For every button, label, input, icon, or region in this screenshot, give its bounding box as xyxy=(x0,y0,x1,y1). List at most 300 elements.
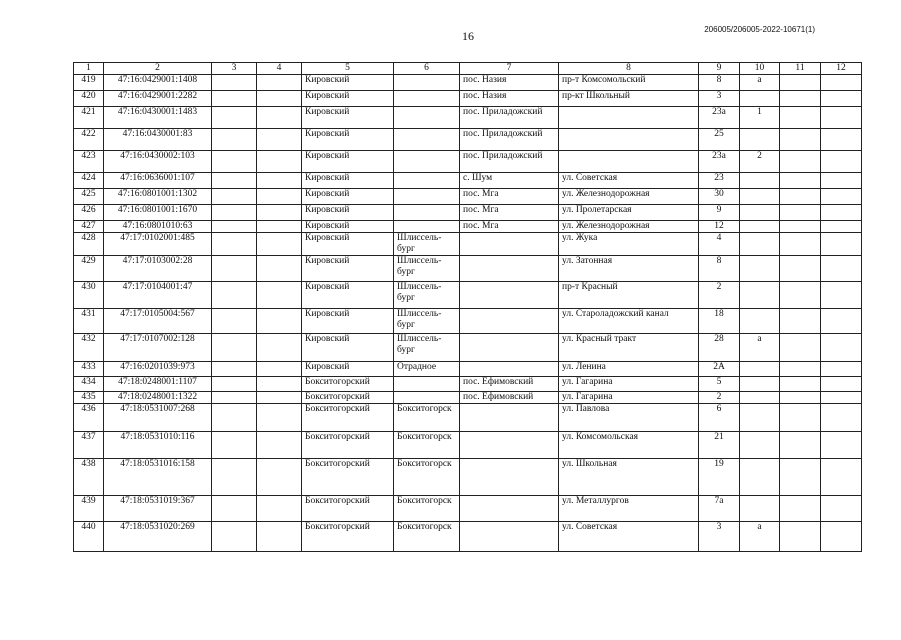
col-11-cell xyxy=(780,309,821,334)
table-row xyxy=(74,377,862,392)
row-number-cell: 432 xyxy=(74,334,104,362)
table-row xyxy=(74,173,862,189)
street-cell: ул. Жука xyxy=(559,233,699,256)
cadastral-number-cell: 47:16:0201039:973 xyxy=(104,362,212,377)
col-4-cell xyxy=(257,404,302,432)
building-cell xyxy=(740,459,780,496)
col-header: 11 xyxy=(780,63,821,75)
col-4-cell xyxy=(257,151,302,173)
district-cell: Кировский xyxy=(302,189,394,205)
col-4-cell xyxy=(257,362,302,377)
col-3-cell xyxy=(212,151,257,173)
col-11-cell xyxy=(780,377,821,392)
settlement-cell xyxy=(460,362,559,377)
street-cell xyxy=(559,151,699,173)
row-number-cell: 438 xyxy=(74,459,104,496)
cadastral-number-cell: 47:16:0801010:63 xyxy=(104,221,212,233)
col-4-cell xyxy=(257,75,302,91)
settlement-cell xyxy=(460,256,559,282)
district-cell: Кировский xyxy=(302,282,394,309)
col-4-cell xyxy=(257,496,302,522)
city-cell: Бокситогорск xyxy=(394,432,460,459)
district-cell: Бокситогорский xyxy=(302,432,394,459)
col-12-cell xyxy=(821,522,862,552)
col-12-cell xyxy=(821,309,862,334)
col-12-cell xyxy=(821,75,862,91)
col-3-cell xyxy=(212,129,257,151)
district-cell: Кировский xyxy=(302,362,394,377)
cadastral-number-cell: 47:17:0104001:47 xyxy=(104,282,212,309)
col-header: 2 xyxy=(104,63,212,75)
building-cell xyxy=(740,377,780,392)
house-number-cell: 2 xyxy=(699,282,740,309)
table-row xyxy=(74,233,862,256)
col-3-cell xyxy=(212,309,257,334)
col-11-cell xyxy=(780,91,821,107)
cadastral-number-cell: 47:16:0801001:1670 xyxy=(104,205,212,221)
building-cell xyxy=(740,129,780,151)
city-cell xyxy=(394,205,460,221)
col-3-cell xyxy=(212,496,257,522)
district-cell: Бокситогорский xyxy=(302,404,394,432)
street-cell: ул. Советская xyxy=(559,522,699,552)
cadastral-number-cell: 47:18:0531019:367 xyxy=(104,496,212,522)
col-3-cell xyxy=(212,432,257,459)
col-4-cell xyxy=(257,334,302,362)
col-4-cell xyxy=(257,459,302,496)
col-11-cell xyxy=(780,496,821,522)
col-3-cell xyxy=(212,334,257,362)
cadastral-number-cell: 47:16:0430002:103 xyxy=(104,151,212,173)
settlement-cell: пос. Приладожский xyxy=(460,151,559,173)
settlement-cell: пос. Мга xyxy=(460,189,559,205)
col-11-cell xyxy=(780,205,821,221)
col-3-cell xyxy=(212,404,257,432)
district-cell: Кировский xyxy=(302,309,394,334)
table-body xyxy=(74,75,862,552)
col-12-cell xyxy=(821,151,862,173)
building-cell xyxy=(740,173,780,189)
house-number-cell: 2 xyxy=(699,392,740,404)
col-12-cell xyxy=(821,189,862,205)
col-11-cell xyxy=(780,129,821,151)
row-number-cell: 426 xyxy=(74,205,104,221)
house-number-cell: 23 xyxy=(699,173,740,189)
row-number-cell: 431 xyxy=(74,309,104,334)
house-number-cell: 9 xyxy=(699,205,740,221)
table-row xyxy=(74,392,862,404)
settlement-cell: пос. Мга xyxy=(460,221,559,233)
col-header: 4 xyxy=(257,63,302,75)
col-11-cell xyxy=(780,221,821,233)
cadastral-number-cell: 47:17:0103002:28 xyxy=(104,256,212,282)
row-number-cell: 425 xyxy=(74,189,104,205)
table-row xyxy=(74,522,862,552)
col-12-cell xyxy=(821,282,862,309)
settlement-cell xyxy=(460,309,559,334)
row-number-cell: 420 xyxy=(74,91,104,107)
settlement-cell: пос. Мга xyxy=(460,205,559,221)
col-4-cell xyxy=(257,205,302,221)
row-number-cell: 433 xyxy=(74,362,104,377)
table-row xyxy=(74,334,862,362)
building-cell xyxy=(740,189,780,205)
house-number-cell: 5 xyxy=(699,377,740,392)
building-cell xyxy=(740,362,780,377)
house-number-cell: 7а xyxy=(699,496,740,522)
col-3-cell xyxy=(212,189,257,205)
col-3-cell xyxy=(212,392,257,404)
district-cell: Кировский xyxy=(302,151,394,173)
city-cell xyxy=(394,377,460,392)
table-row xyxy=(74,404,862,432)
col-4-cell xyxy=(257,107,302,129)
district-cell: Кировский xyxy=(302,107,394,129)
page-number: 16 xyxy=(462,29,474,43)
col-12-cell xyxy=(821,392,862,404)
house-number-cell: 12 xyxy=(699,221,740,233)
col-12-cell xyxy=(821,221,862,233)
district-cell: Кировский xyxy=(302,91,394,107)
settlement-cell xyxy=(460,522,559,552)
col-11-cell xyxy=(780,392,821,404)
district-cell: Кировский xyxy=(302,75,394,91)
col-12-cell xyxy=(821,432,862,459)
cadastral-number-cell: 47:18:0248001:1322 xyxy=(104,392,212,404)
settlement-cell: пос. Ефимовский xyxy=(460,392,559,404)
settlement-cell xyxy=(460,496,559,522)
col-11-cell xyxy=(780,151,821,173)
table-row xyxy=(74,309,862,334)
city-cell: Шлиссель-бург xyxy=(394,309,460,334)
table-row xyxy=(74,221,862,233)
col-4-cell xyxy=(257,392,302,404)
building-cell xyxy=(740,404,780,432)
col-12-cell xyxy=(821,173,862,189)
col-3-cell xyxy=(212,107,257,129)
table-row xyxy=(74,75,862,91)
col-4-cell xyxy=(257,282,302,309)
building-cell xyxy=(740,496,780,522)
cadastral-number-cell: 47:16:0430001:83 xyxy=(104,129,212,151)
cadastral-number-cell: 47:16:0801001:1302 xyxy=(104,189,212,205)
col-11-cell xyxy=(780,282,821,309)
street-cell: ул. Ленина xyxy=(559,362,699,377)
street-cell: ул. Староладожский канал xyxy=(559,309,699,334)
col-12-cell xyxy=(821,91,862,107)
col-3-cell xyxy=(212,522,257,552)
col-header: 5 xyxy=(302,63,394,75)
house-number-cell: 2А xyxy=(699,362,740,377)
col-3-cell xyxy=(212,221,257,233)
table-row xyxy=(74,205,862,221)
settlement-cell: пос. Приладожский xyxy=(460,129,559,151)
district-cell: Бокситогорский xyxy=(302,459,394,496)
building-cell xyxy=(740,282,780,309)
document-reference: 206005/206005-2022-10671(1) xyxy=(704,25,815,34)
row-number-cell: 427 xyxy=(74,221,104,233)
cadastral-number-cell: 47:17:0102001:485 xyxy=(104,233,212,256)
col-12-cell xyxy=(821,459,862,496)
table-row xyxy=(74,282,862,309)
house-number-cell: 4 xyxy=(699,233,740,256)
cadastral-number-cell: 47:18:0531020:269 xyxy=(104,522,212,552)
col-3-cell xyxy=(212,75,257,91)
cadastral-number-cell: 47:16:0429001:1408 xyxy=(104,75,212,91)
cadastral-number-cell: 47:18:0531016:158 xyxy=(104,459,212,496)
house-number-cell: 23а xyxy=(699,107,740,129)
col-header: 6 xyxy=(394,63,460,75)
header-row xyxy=(74,63,862,75)
col-4-cell xyxy=(257,129,302,151)
district-cell: Кировский xyxy=(302,205,394,221)
settlement-cell xyxy=(460,404,559,432)
col-11-cell xyxy=(780,362,821,377)
table-row xyxy=(74,189,862,205)
col-11-cell xyxy=(780,75,821,91)
col-12-cell xyxy=(821,107,862,129)
col-3-cell xyxy=(212,459,257,496)
table-row xyxy=(74,151,862,173)
col-4-cell xyxy=(257,522,302,552)
city-cell xyxy=(394,91,460,107)
building-cell xyxy=(740,233,780,256)
house-number-cell: 8 xyxy=(699,256,740,282)
street-cell: ул. Советская xyxy=(559,173,699,189)
row-number-cell: 430 xyxy=(74,282,104,309)
row-number-cell: 428 xyxy=(74,233,104,256)
building-cell xyxy=(740,91,780,107)
city-cell xyxy=(394,189,460,205)
house-number-cell: 19 xyxy=(699,459,740,496)
house-number-cell: 25 xyxy=(699,129,740,151)
col-header: 7 xyxy=(460,63,559,75)
street-cell: ул. Павлова xyxy=(559,404,699,432)
col-header: 10 xyxy=(740,63,780,75)
col-12-cell xyxy=(821,334,862,362)
house-number-cell: 8 xyxy=(699,75,740,91)
city-cell: Шлиссель-бург xyxy=(394,334,460,362)
col-11-cell xyxy=(780,189,821,205)
col-11-cell xyxy=(780,432,821,459)
col-3-cell xyxy=(212,377,257,392)
district-cell: Бокситогорский xyxy=(302,522,394,552)
street-cell: ул. Затонная xyxy=(559,256,699,282)
street-cell: ул. Комсомольская xyxy=(559,432,699,459)
district-cell: Кировский xyxy=(302,173,394,189)
row-number-cell: 424 xyxy=(74,173,104,189)
settlement-cell xyxy=(460,334,559,362)
col-4-cell xyxy=(257,189,302,205)
settlement-cell: пос. Ефимовский xyxy=(460,377,559,392)
col-4-cell xyxy=(257,91,302,107)
district-cell: Кировский xyxy=(302,334,394,362)
col-11-cell xyxy=(780,173,821,189)
cadastral-number-cell: 47:16:0430001:1483 xyxy=(104,107,212,129)
building-cell: а xyxy=(740,75,780,91)
row-number-cell: 421 xyxy=(74,107,104,129)
col-12-cell xyxy=(821,377,862,392)
building-cell: 1 xyxy=(740,107,780,129)
cadastral-number-cell: 47:17:0107002:128 xyxy=(104,334,212,362)
settlement-cell xyxy=(460,432,559,459)
registry-table xyxy=(73,62,862,552)
city-cell: Бокситогорск xyxy=(394,459,460,496)
building-cell: а xyxy=(740,334,780,362)
table-row xyxy=(74,496,862,522)
city-cell: Шлиссель-бург xyxy=(394,282,460,309)
building-cell xyxy=(740,432,780,459)
building-cell xyxy=(740,392,780,404)
house-number-cell: 21 xyxy=(699,432,740,459)
house-number-cell: 3 xyxy=(699,91,740,107)
settlement-cell: с. Шум xyxy=(460,173,559,189)
row-number-cell: 435 xyxy=(74,392,104,404)
street-cell: пр-кт Школьный xyxy=(559,91,699,107)
city-cell: Шлиссель-бург xyxy=(394,233,460,256)
city-cell: Отрадное xyxy=(394,362,460,377)
col-11-cell xyxy=(780,233,821,256)
col-4-cell xyxy=(257,173,302,189)
city-cell xyxy=(394,173,460,189)
city-cell xyxy=(394,151,460,173)
city-cell: Бокситогорск xyxy=(394,522,460,552)
row-number-cell: 436 xyxy=(74,404,104,432)
col-11-cell xyxy=(780,334,821,362)
settlement-cell: пос. Назия xyxy=(460,75,559,91)
house-number-cell: 30 xyxy=(699,189,740,205)
cadastral-number-cell: 47:17:0105004:567 xyxy=(104,309,212,334)
city-cell xyxy=(394,75,460,91)
table-row xyxy=(74,432,862,459)
col-12-cell xyxy=(821,496,862,522)
col-3-cell xyxy=(212,205,257,221)
district-cell: Кировский xyxy=(302,233,394,256)
col-12-cell xyxy=(821,362,862,377)
row-number-cell: 439 xyxy=(74,496,104,522)
col-header: 8 xyxy=(559,63,699,75)
col-4-cell xyxy=(257,221,302,233)
col-3-cell xyxy=(212,233,257,256)
building-cell xyxy=(740,205,780,221)
street-cell xyxy=(559,107,699,129)
table-row xyxy=(74,362,862,377)
col-11-cell xyxy=(780,522,821,552)
col-4-cell xyxy=(257,309,302,334)
city-cell xyxy=(394,107,460,129)
district-cell: Бокситогорский xyxy=(302,377,394,392)
street-cell: ул. Гагарина xyxy=(559,377,699,392)
city-cell: Шлиссель-бург xyxy=(394,256,460,282)
cadastral-number-cell: 47:18:0248001:1107 xyxy=(104,377,212,392)
building-cell: 2 xyxy=(740,151,780,173)
col-11-cell xyxy=(780,404,821,432)
city-cell xyxy=(394,129,460,151)
city-cell xyxy=(394,221,460,233)
row-number-cell: 423 xyxy=(74,151,104,173)
district-cell: Кировский xyxy=(302,129,394,151)
col-3-cell xyxy=(212,282,257,309)
row-number-cell: 440 xyxy=(74,522,104,552)
col-3-cell xyxy=(212,91,257,107)
street-cell: пр-т Комсомольский xyxy=(559,75,699,91)
district-cell: Бокситогорский xyxy=(302,392,394,404)
col-12-cell xyxy=(821,404,862,432)
row-number-cell: 429 xyxy=(74,256,104,282)
street-cell: ул. Железнодорожная xyxy=(559,221,699,233)
col-12-cell xyxy=(821,256,862,282)
col-header: 1 xyxy=(74,63,104,75)
row-number-cell: 419 xyxy=(74,75,104,91)
col-header: 12 xyxy=(821,63,862,75)
col-11-cell xyxy=(780,107,821,129)
col-4-cell xyxy=(257,432,302,459)
street-cell: ул. Гагарина xyxy=(559,392,699,404)
district-cell: Бокситогорский xyxy=(302,496,394,522)
city-cell xyxy=(394,392,460,404)
house-number-cell: 23а xyxy=(699,151,740,173)
col-3-cell xyxy=(212,173,257,189)
building-cell xyxy=(740,221,780,233)
building-cell: а xyxy=(740,522,780,552)
settlement-cell xyxy=(460,459,559,496)
col-4-cell xyxy=(257,256,302,282)
house-number-cell: 18 xyxy=(699,309,740,334)
settlement-cell: пос. Приладожский xyxy=(460,107,559,129)
settlement-cell xyxy=(460,282,559,309)
cadastral-number-cell: 47:16:0636001:107 xyxy=(104,173,212,189)
house-number-cell: 28 xyxy=(699,334,740,362)
row-number-cell: 434 xyxy=(74,377,104,392)
col-3-cell xyxy=(212,362,257,377)
cadastral-number-cell: 47:16:0429001:2282 xyxy=(104,91,212,107)
settlement-cell xyxy=(460,233,559,256)
col-4-cell xyxy=(257,377,302,392)
table-row xyxy=(74,107,862,129)
col-12-cell xyxy=(821,233,862,256)
cadastral-number-cell: 47:18:0531010:116 xyxy=(104,432,212,459)
table-row xyxy=(74,129,862,151)
col-12-cell xyxy=(821,205,862,221)
city-cell: Бокситогорск xyxy=(394,404,460,432)
building-cell xyxy=(740,256,780,282)
street-cell: пр-т Красный xyxy=(559,282,699,309)
district-cell: Кировский xyxy=(302,221,394,233)
district-cell: Кировский xyxy=(302,256,394,282)
table-row xyxy=(74,256,862,282)
house-number-cell: 6 xyxy=(699,404,740,432)
settlement-cell: пос. Назия xyxy=(460,91,559,107)
street-cell xyxy=(559,129,699,151)
street-cell: ул. Школьная xyxy=(559,459,699,496)
street-cell: ул. Красный тракт xyxy=(559,334,699,362)
table-row xyxy=(74,459,862,496)
col-4-cell xyxy=(257,233,302,256)
row-number-cell: 422 xyxy=(74,129,104,151)
cadastral-number-cell: 47:18:0531007:268 xyxy=(104,404,212,432)
col-header: 3 xyxy=(212,63,257,75)
city-cell: Бокситогорск xyxy=(394,496,460,522)
table-row xyxy=(74,91,862,107)
house-number-cell: 3 xyxy=(699,522,740,552)
col-3-cell xyxy=(212,256,257,282)
street-cell: ул. Металлургов xyxy=(559,496,699,522)
street-cell: ул. Железнодорожная xyxy=(559,189,699,205)
col-12-cell xyxy=(821,129,862,151)
building-cell xyxy=(740,309,780,334)
street-cell: ул. Пролетарская xyxy=(559,205,699,221)
row-number-cell: 437 xyxy=(74,432,104,459)
